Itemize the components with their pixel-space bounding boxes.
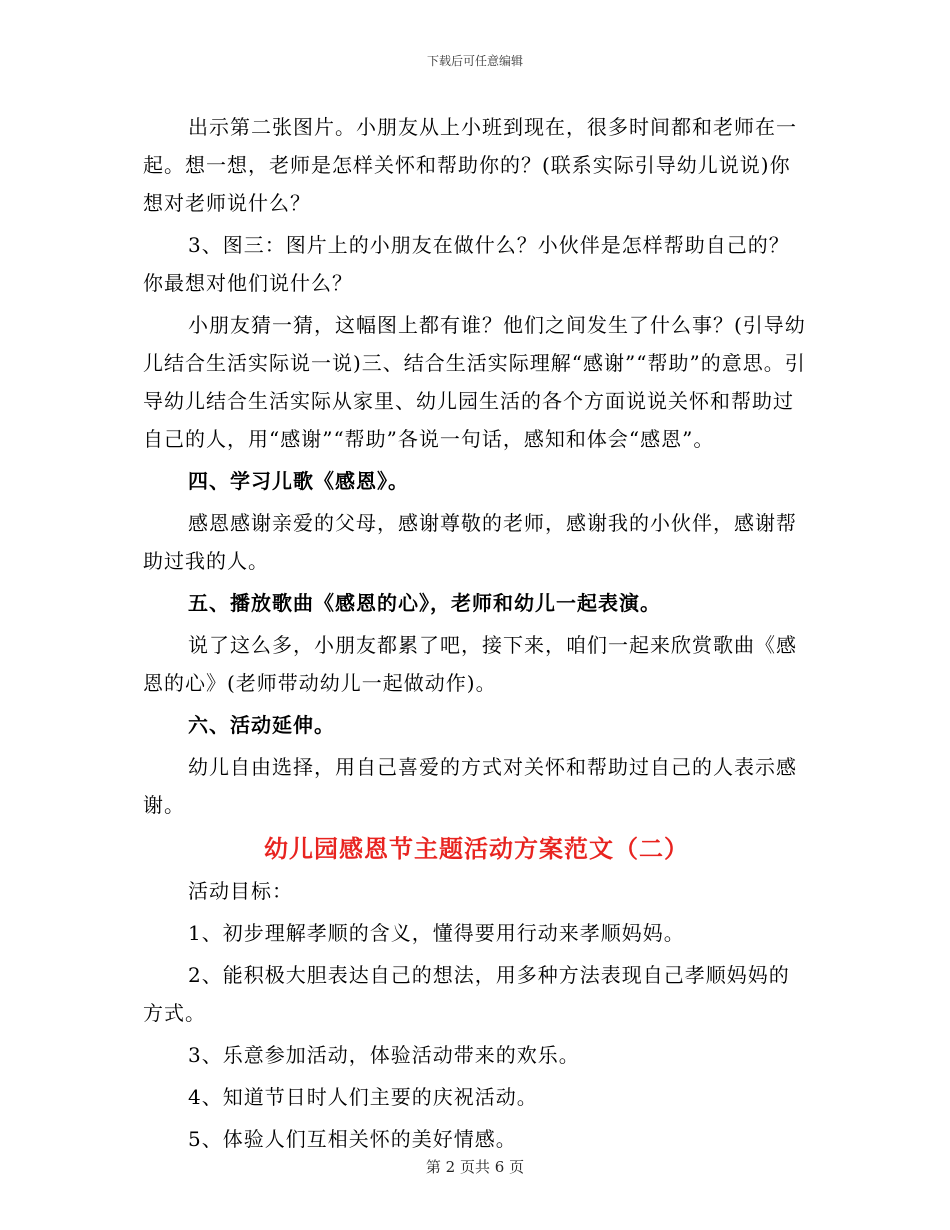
heading-step-five: 五、播放歌曲《感恩的心》，老师和幼儿一起表演。: [188, 591, 661, 615]
paragraph-picture-three: 3、图三：图片上的小朋友在做什么？小伙伴是怎样帮助自己的？你最想对他们说什么？: [143, 233, 790, 295]
page-footer: 第 2 页共 6 页: [425, 1158, 525, 1176]
goal-item-4: 4、知道节日时人们主要的庆祝活动。: [188, 1085, 538, 1109]
goal-item-1: 1、初步理解孝顺的含义，懂得要用行动来孝顺妈妈。: [188, 921, 685, 945]
goals-label: 活动目标：: [188, 879, 293, 903]
page-header: 下载后可任意编辑: [426, 54, 523, 68]
goal-item-3: 3、乐意参加活动，体验活动带来的欢乐。: [188, 1043, 580, 1067]
goal-item-2: 2、能积极大胆表达自己的想法，用多种方法表现自己孝顺妈妈的方式。: [143, 963, 790, 1025]
paragraph-extension: 幼儿自由选择，用自己喜爱的方式对关怀和帮助过自己的人表示感谢。: [143, 755, 797, 817]
paragraph-poem: 感恩感谢亲爱的父母，感谢尊敬的老师，感谢我的小伙伴，感谢帮助过我的人。: [143, 511, 797, 573]
heading-step-six: 六、活动延伸。: [188, 713, 335, 737]
document-body: [143, 108, 810, 1158]
heading-step-four: 四、学习儿歌《感恩》。: [188, 469, 409, 493]
paragraph-picture-two: 出示第二张图片。小朋友从上小班到现在，很多时间都和老师在一起。想一想，老师是怎样关怀和帮助你的？(联系实际引导幼儿说说)你想对老师说什么？: [143, 115, 797, 215]
paragraph-guess: 小朋友猜一猜，这幅图上都有谁？他们之间发生了什么事？(引导幼儿结合生活实际说一说)三、结合生活实际理解“感谢”“帮助”的意思。引导幼儿结合生活实际从家里、幼儿园生活的各个方面说说关怀和帮助过自己的人，用“感谢”“帮助”各说一句话，感知和体会“感恩”。: [143, 313, 806, 451]
section-title: 幼儿园感恩节主题活动方案范文（二）: [264, 834, 689, 863]
paragraph-song: 说了这么多，小朋友都累了吧，接下来，咱们一起来欣赏歌曲《感恩的心》(老师带动幼儿一起做动作)。: [143, 633, 797, 695]
goal-item-5: 5、体验人们互相关怀的美好情感。: [188, 1127, 517, 1151]
